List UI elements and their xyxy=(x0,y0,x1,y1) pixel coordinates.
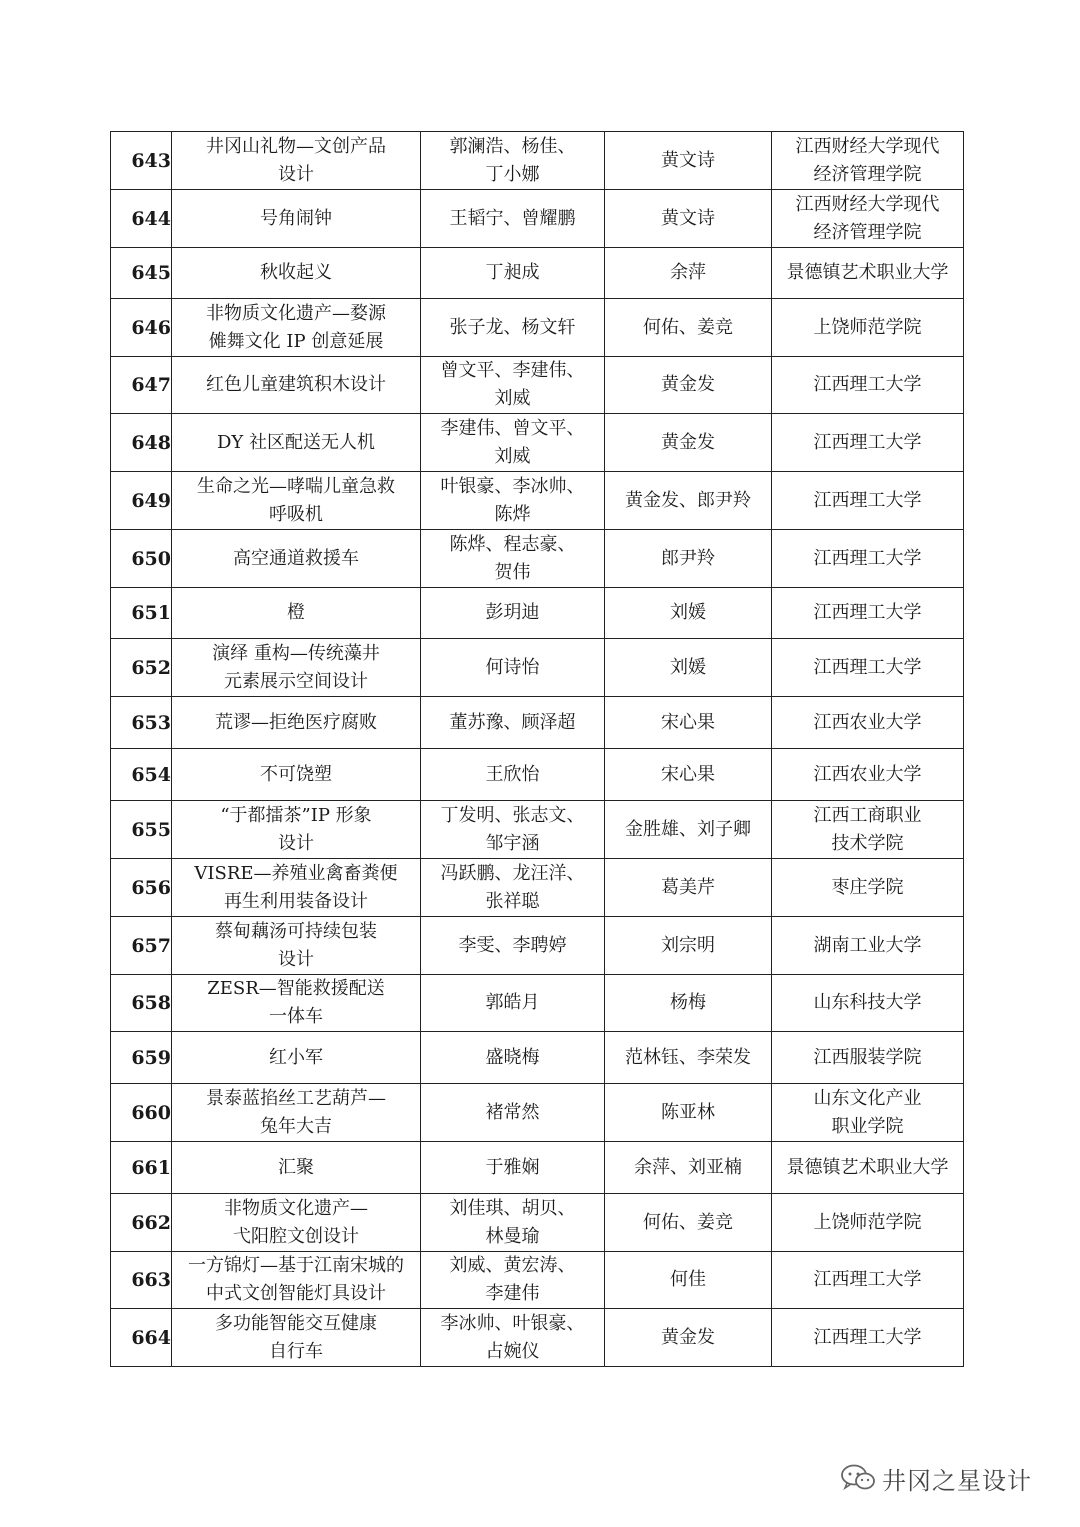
item-advisor-text: 杨梅 xyxy=(670,992,706,1013)
item-school-text: 江西理工大学 xyxy=(813,374,922,395)
watermark-text: 井冈之星设计 xyxy=(882,1466,1032,1495)
item-number xyxy=(111,414,172,472)
item-number xyxy=(111,1252,172,1309)
item-authors xyxy=(421,132,605,190)
item-authors xyxy=(421,697,605,749)
item-number-text: 660 xyxy=(131,1101,171,1124)
item-number xyxy=(111,357,172,414)
item-school xyxy=(772,859,964,917)
item-authors xyxy=(421,1032,605,1084)
table-row xyxy=(111,530,964,588)
item-authors-text: 郭澜浩、杨佳、 丁小娜 xyxy=(449,135,576,185)
item-school-text: 山东文化产业 职业学院 xyxy=(813,1087,922,1137)
item-authors-text: 盛晓梅 xyxy=(485,1046,540,1068)
item-authors-text: 刘佳琪、胡贝、 林曼瑜 xyxy=(449,1197,576,1247)
table-row xyxy=(111,588,964,639)
item-school xyxy=(772,248,964,299)
item-authors-text: 刘威、黄宏涛、 李建伟 xyxy=(449,1255,576,1304)
item-advisor xyxy=(605,749,772,801)
table-row xyxy=(111,357,964,414)
item-school xyxy=(772,299,964,357)
item-number xyxy=(111,248,172,299)
item-school xyxy=(772,1252,964,1309)
item-number-text: 654 xyxy=(131,763,171,786)
item-school-text: 上饶师范学院 xyxy=(813,1211,922,1233)
item-authors xyxy=(421,1084,605,1142)
item-title-text: 蔡甸藕汤可持续包装 设计 xyxy=(215,920,377,970)
item-title-text: 红小军 xyxy=(269,1046,323,1068)
item-title-text: 橙 xyxy=(287,602,305,623)
watermark xyxy=(840,1458,1032,1498)
item-title xyxy=(172,588,421,639)
item-number xyxy=(111,917,172,975)
item-authors xyxy=(421,749,605,801)
item-advisor xyxy=(605,357,772,414)
table-row xyxy=(111,1252,964,1309)
item-title xyxy=(172,1142,421,1194)
item-title-text: 红色儿童建筑积木设计 xyxy=(206,374,386,395)
item-title-text: 演绎 重构—传统藻井 元素展示空间设计 xyxy=(212,642,380,692)
award-list-table xyxy=(110,131,964,1367)
item-school-text: 江西财经大学现代 经济管理学院 xyxy=(795,135,940,185)
item-advisor xyxy=(605,588,772,639)
item-number xyxy=(111,190,172,248)
item-authors-text: 李冰帅、叶银豪、 占婉仪 xyxy=(440,1312,585,1362)
item-school-text: 江西理工大学 xyxy=(813,547,922,569)
item-advisor-text: 郎尹羚 xyxy=(661,547,715,569)
item-school-text: 江西农业大学 xyxy=(813,763,922,785)
table-row xyxy=(111,1194,964,1252)
item-number-text: 659 xyxy=(131,1046,171,1069)
item-title-text: 汇聚 xyxy=(278,1156,314,1178)
item-advisor xyxy=(605,414,772,472)
item-number xyxy=(111,1194,172,1252)
item-authors xyxy=(421,190,605,248)
item-number-text: 644 xyxy=(131,207,171,230)
item-school xyxy=(772,472,964,530)
item-advisor-text: 黄文诗 xyxy=(661,207,715,229)
item-advisor-text: 黄金发、郎尹羚 xyxy=(625,489,751,511)
item-number xyxy=(111,1084,172,1142)
item-authors xyxy=(421,917,605,975)
item-advisor xyxy=(605,1084,772,1142)
item-school-text: 江西理工大学 xyxy=(813,431,922,453)
item-advisor xyxy=(605,917,772,975)
item-title-text: 荒谬—拒绝医疗腐败 xyxy=(215,711,377,733)
item-title xyxy=(172,801,421,859)
item-advisor xyxy=(605,132,772,190)
item-number xyxy=(111,859,172,917)
item-number xyxy=(111,530,172,588)
item-title xyxy=(172,190,421,248)
item-school xyxy=(772,749,964,801)
item-advisor-text: 黄文诗 xyxy=(661,149,715,171)
item-school-text: 江西工商职业 技术学院 xyxy=(813,804,922,854)
item-authors-text: 丁发明、张志文、 邹宇涵 xyxy=(440,804,585,854)
item-school-text: 上饶师范学院 xyxy=(813,316,922,338)
item-school-text: 江西理工大学 xyxy=(813,1326,922,1348)
item-authors-text: 丁昶成 xyxy=(485,262,540,283)
item-number xyxy=(111,588,172,639)
table-body xyxy=(111,132,964,1367)
item-title xyxy=(172,1084,421,1142)
item-authors-text: 王欣怡 xyxy=(485,763,540,785)
item-title-text: ZESR—智能救援配送 一体车 xyxy=(207,978,385,1027)
item-number xyxy=(111,975,172,1032)
item-title xyxy=(172,859,421,917)
item-advisor xyxy=(605,530,772,588)
item-school xyxy=(772,357,964,414)
item-school-text: 江西理工大学 xyxy=(813,602,922,623)
item-advisor xyxy=(605,299,772,357)
item-school xyxy=(772,975,964,1032)
item-number xyxy=(111,749,172,801)
table-row xyxy=(111,472,964,530)
item-number-text: 655 xyxy=(131,818,171,841)
table-row xyxy=(111,975,964,1032)
item-authors-text: 曾文平、李建伟、 刘威 xyxy=(440,360,585,409)
item-authors xyxy=(421,248,605,299)
item-title xyxy=(172,917,421,975)
item-school-text: 江西服装学院 xyxy=(813,1046,922,1068)
wechat-icon xyxy=(840,1463,876,1493)
item-title-text: 生命之光—哮喘儿童急救 呼吸机 xyxy=(197,475,395,525)
item-school-text: 湖南工业大学 xyxy=(813,934,922,956)
item-advisor-text: 宋心果 xyxy=(661,711,715,733)
item-school-text: 江西理工大学 xyxy=(813,656,922,678)
item-authors-text: 李雯、李聘婷 xyxy=(458,934,567,956)
item-school-text: 江西理工大学 xyxy=(813,489,922,511)
item-school-text: 山东科技大学 xyxy=(813,992,922,1013)
item-advisor xyxy=(605,1194,772,1252)
item-title xyxy=(172,1309,421,1367)
item-advisor xyxy=(605,190,772,248)
item-school xyxy=(772,1032,964,1084)
item-advisor-text: 陈亚林 xyxy=(661,1101,715,1123)
item-school-text: 江西农业大学 xyxy=(813,711,922,733)
item-authors-text: 于雅娴 xyxy=(485,1156,540,1178)
item-advisor-text: 何佑、姜竞 xyxy=(643,1211,733,1233)
item-school xyxy=(772,639,964,697)
item-authors xyxy=(421,1309,605,1367)
item-advisor xyxy=(605,859,772,917)
table-row xyxy=(111,1142,964,1194)
table-row xyxy=(111,299,964,357)
item-title xyxy=(172,749,421,801)
item-authors xyxy=(421,1194,605,1252)
item-school xyxy=(772,1142,964,1194)
item-advisor-text: 金胜雄、刘子卿 xyxy=(625,818,751,840)
item-title-text: 一方锦灯—基于江南宋城的 中式文创智能灯具设计 xyxy=(188,1255,404,1304)
item-number-text: 662 xyxy=(131,1211,171,1234)
item-advisor xyxy=(605,1032,772,1084)
item-authors-text: 李建伟、曾文平、 刘威 xyxy=(440,417,585,467)
item-title-text: 多功能智能交互健康 自行车 xyxy=(215,1312,377,1362)
item-advisor-text: 何佑、姜竞 xyxy=(643,316,733,338)
table-row xyxy=(111,190,964,248)
item-title xyxy=(172,1194,421,1252)
item-authors-text: 彭玥迪 xyxy=(485,602,540,623)
item-advisor xyxy=(605,639,772,697)
item-title xyxy=(172,975,421,1032)
item-number xyxy=(111,697,172,749)
item-number-text: 645 xyxy=(131,262,171,284)
item-title xyxy=(172,697,421,749)
item-number-text: 663 xyxy=(131,1269,171,1291)
item-advisor xyxy=(605,472,772,530)
item-title xyxy=(172,357,421,414)
item-school xyxy=(772,801,964,859)
item-title-text: “于都擂茶”IP 形象 设计 xyxy=(220,804,372,854)
item-authors xyxy=(421,357,605,414)
item-advisor-text: 宋心果 xyxy=(661,763,715,785)
item-number-text: 652 xyxy=(131,656,171,679)
table-row xyxy=(111,1032,964,1084)
item-number xyxy=(111,1142,172,1194)
item-advisor-text: 葛美芹 xyxy=(661,876,715,898)
table-row xyxy=(111,639,964,697)
item-title-text: 景泰蓝掐丝工艺葫芦— 兔年大吉 xyxy=(206,1087,386,1137)
item-advisor xyxy=(605,248,772,299)
item-authors xyxy=(421,414,605,472)
item-advisor-text: 黄金发 xyxy=(661,1326,715,1348)
item-authors-text: 褚常然 xyxy=(485,1101,540,1123)
item-number-text: 656 xyxy=(131,876,171,899)
item-number-text: 661 xyxy=(131,1156,171,1179)
item-number xyxy=(111,299,172,357)
item-advisor-text: 范林钰、李荣发 xyxy=(625,1046,751,1068)
item-title-text: 非物质文化遗产— 弋阳腔文创设计 xyxy=(224,1197,368,1247)
item-school-text: 江西财经大学现代 经济管理学院 xyxy=(795,193,940,243)
item-school xyxy=(772,190,964,248)
table-row xyxy=(111,859,964,917)
item-advisor-text: 何佳 xyxy=(670,1269,706,1290)
item-school xyxy=(772,132,964,190)
item-title-text: 秋收起义 xyxy=(260,262,332,283)
item-school xyxy=(772,917,964,975)
item-school-text: 枣庄学院 xyxy=(831,876,904,898)
item-school-text: 江西理工大学 xyxy=(813,1269,922,1290)
item-title xyxy=(172,248,421,299)
item-title xyxy=(172,1032,421,1084)
item-advisor xyxy=(605,1142,772,1194)
item-authors-text: 叶银豪、李冰帅、 陈烨 xyxy=(440,475,585,525)
item-advisor-text: 余萍、刘亚楠 xyxy=(634,1156,742,1178)
item-number xyxy=(111,132,172,190)
item-school xyxy=(772,697,964,749)
item-number xyxy=(111,1032,172,1084)
table-row xyxy=(111,917,964,975)
item-number xyxy=(111,472,172,530)
item-authors xyxy=(421,588,605,639)
item-school xyxy=(772,1309,964,1367)
item-advisor xyxy=(605,801,772,859)
item-school-text: 景德镇艺术职业大学 xyxy=(786,262,949,283)
table-row xyxy=(111,414,964,472)
item-title-text: 不可饶塑 xyxy=(260,763,332,785)
item-authors xyxy=(421,1142,605,1194)
item-advisor-text: 余萍 xyxy=(670,262,706,283)
item-number-text: 649 xyxy=(131,489,171,512)
item-number-text: 646 xyxy=(131,316,171,339)
item-title xyxy=(172,639,421,697)
item-title-text: 号角闹钟 xyxy=(260,207,332,229)
item-authors xyxy=(421,801,605,859)
table-row xyxy=(111,132,964,190)
item-advisor xyxy=(605,697,772,749)
item-school xyxy=(772,1084,964,1142)
table-row xyxy=(111,1084,964,1142)
table-row xyxy=(111,801,964,859)
item-authors-text: 董苏豫、顾泽超 xyxy=(449,711,576,733)
item-advisor-text: 刘宗明 xyxy=(661,934,715,956)
item-authors-text: 郭皓月 xyxy=(485,992,540,1013)
item-title-text: 井冈山礼物—文创产品 设计 xyxy=(206,135,386,185)
item-title xyxy=(172,414,421,472)
table-row xyxy=(111,697,964,749)
item-authors-text: 冯跃鹏、龙汪洋、 张祥聪 xyxy=(440,862,585,912)
item-authors xyxy=(421,1252,605,1309)
item-authors xyxy=(421,472,605,530)
item-number xyxy=(111,1309,172,1367)
item-title-text: 非物质文化遗产—婺源 傩舞文化 IP 创意延展 xyxy=(206,302,386,352)
item-authors-text: 何诗怡 xyxy=(485,656,540,678)
item-authors xyxy=(421,859,605,917)
item-advisor xyxy=(605,1309,772,1367)
item-number-text: 648 xyxy=(131,431,171,454)
item-school xyxy=(772,1194,964,1252)
item-number-text: 664 xyxy=(131,1326,171,1349)
item-title xyxy=(172,472,421,530)
item-advisor-text: 黄金发 xyxy=(661,374,715,395)
item-advisor xyxy=(605,1252,772,1309)
item-number-text: 647 xyxy=(131,374,171,396)
item-school xyxy=(772,414,964,472)
item-school xyxy=(772,588,964,639)
item-title-text: DY 社区配送无人机 xyxy=(216,431,376,453)
item-number-text: 658 xyxy=(131,992,171,1014)
item-title xyxy=(172,132,421,190)
item-number-text: 657 xyxy=(131,934,171,957)
item-advisor-text: 刘媛 xyxy=(670,602,706,623)
item-number-text: 653 xyxy=(131,711,171,734)
item-authors-text: 陈烨、程志豪、 贺伟 xyxy=(449,533,576,583)
item-number xyxy=(111,801,172,859)
item-authors-text: 王韬宁、曾耀鹏 xyxy=(449,207,576,229)
item-title-text: 高空通道救援车 xyxy=(233,547,359,569)
item-school xyxy=(772,530,964,588)
table-row xyxy=(111,248,964,299)
item-number-text: 643 xyxy=(131,149,171,172)
item-authors xyxy=(421,975,605,1032)
item-advisor-text: 刘媛 xyxy=(670,656,706,678)
item-authors xyxy=(421,639,605,697)
item-title-text: VISRE—养殖业禽畜粪便 再生利用装备设计 xyxy=(194,862,398,912)
item-title xyxy=(172,299,421,357)
item-school-text: 景德镇艺术职业大学 xyxy=(786,1156,949,1178)
item-number xyxy=(111,639,172,697)
table-row xyxy=(111,749,964,801)
item-authors-text: 张子龙、杨文轩 xyxy=(449,316,576,338)
item-number-text: 650 xyxy=(131,547,171,570)
item-title xyxy=(172,1252,421,1309)
item-authors xyxy=(421,530,605,588)
item-advisor-text: 黄金发 xyxy=(661,431,715,453)
item-advisor xyxy=(605,975,772,1032)
item-authors xyxy=(421,299,605,357)
item-title xyxy=(172,530,421,588)
table-row xyxy=(111,1309,964,1367)
item-number-text: 651 xyxy=(131,602,171,624)
